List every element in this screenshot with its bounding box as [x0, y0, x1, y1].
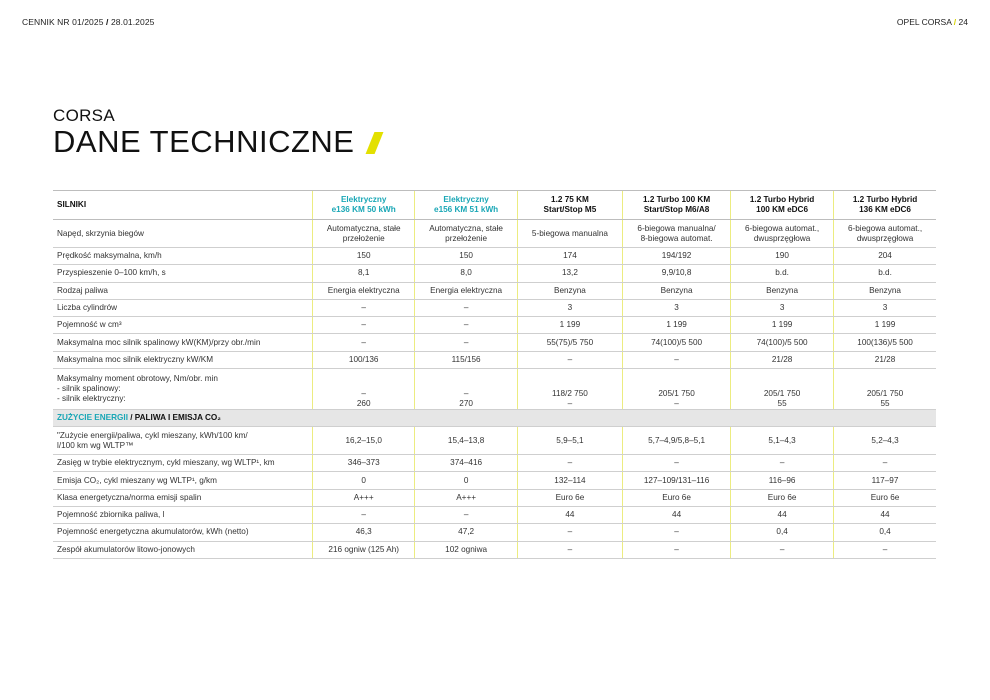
cell-value: –	[623, 524, 731, 541]
cell-value: 15,4–13,8	[415, 427, 517, 455]
cell-value: 3	[834, 299, 936, 316]
cell-value: Energia elektryczna	[313, 282, 415, 299]
cell-value: 0,4	[834, 524, 936, 541]
model-name: CORSA	[53, 106, 115, 125]
row-label: Zasięg w trybie elektrycznym, cykl mieszany, wg WLTP¹, km	[53, 455, 313, 472]
cell-value: 205/1 750 –	[623, 369, 731, 410]
cell-value: 346–373	[313, 455, 415, 472]
slash-accent-icon	[366, 132, 384, 154]
cell-value: 8,0	[415, 265, 517, 282]
cell-value: b.d.	[731, 265, 834, 282]
cell-value: 44	[623, 506, 731, 523]
cell-value: 5-biegowa manualna	[517, 220, 622, 248]
cell-value: 55(75)/5 750	[517, 334, 622, 351]
cell-value: Energia elektryczna	[415, 282, 517, 299]
cell-value: 74(100)/5 500	[731, 334, 834, 351]
header-right	[897, 17, 968, 27]
cell-value: 0	[415, 472, 517, 489]
cell-value: 44	[834, 506, 936, 523]
cell-value: 205/1 750 55	[834, 369, 936, 410]
row-label: Maksymalna moc silnik spalinowy kW(KM)/przy obr./min	[53, 334, 313, 351]
cell-value: –	[623, 541, 731, 558]
row-label: Klasa energetyczna/norma emisji spalin	[53, 489, 313, 506]
row-label: Napęd, skrzynia biegów	[53, 220, 313, 248]
cell-value: –	[517, 541, 622, 558]
cell-value: Euro 6e	[623, 489, 731, 506]
cell-value: A+++	[313, 489, 415, 506]
cell-value: 127–109/131–116	[623, 472, 731, 489]
cell-value: 116–96	[731, 472, 834, 489]
cell-value: 1 199	[517, 317, 622, 334]
table-row	[53, 506, 936, 523]
cell-value: Benzyna	[517, 282, 622, 299]
cell-value: 0,4	[731, 524, 834, 541]
page-title	[53, 124, 379, 160]
cell-value: Automatyczna, stałe przełożenie	[415, 220, 517, 248]
cell-value: 118/2 750 –	[517, 369, 622, 410]
cell-value: Benzyna	[834, 282, 936, 299]
section-title	[53, 410, 936, 427]
cell-value: Euro 6e	[731, 489, 834, 506]
cell-value: 1 199	[731, 317, 834, 334]
cell-value: 174	[517, 248, 622, 265]
row-label: Maksymalny moment obrotowy, Nm/obr. min - silnik spalinowy: - silnik elektryczny:	[53, 369, 313, 410]
page-number: 24	[958, 17, 968, 27]
cell-value: –	[623, 351, 731, 368]
table-row	[53, 248, 936, 265]
table-row	[53, 472, 936, 489]
cell-value: 6-biegowa automat., dwusprzęgłowa	[834, 220, 936, 248]
row-label: Emisja CO₂, cykl mieszany wg WLTP¹, g/km	[53, 472, 313, 489]
cell-value: 205/1 750 55	[731, 369, 834, 410]
cell-value: Automatyczna, stałe przełożenie	[313, 220, 415, 248]
table-header-row	[53, 191, 936, 220]
price-list-date: 28.01.2025	[110, 17, 155, 27]
cell-value: 13,2	[517, 265, 622, 282]
table-row	[53, 427, 936, 455]
cell-value: –	[415, 334, 517, 351]
cell-value: 100(136)/5 500	[834, 334, 936, 351]
cell-value: – 260	[313, 369, 415, 410]
cell-value: 1 199	[623, 317, 731, 334]
cell-value: 9,9/10,8	[623, 265, 731, 282]
cell-value: 5,9–5,1	[517, 427, 622, 455]
cell-value: 74(100)/5 500	[623, 334, 731, 351]
table-row	[53, 265, 936, 282]
page-title-text: DANE TECHNICZNE	[53, 124, 355, 159]
cell-value: –	[415, 506, 517, 523]
cell-value: A+++	[415, 489, 517, 506]
cell-value: –	[313, 506, 415, 523]
cell-value: 1 199	[834, 317, 936, 334]
cell-value: 0	[313, 472, 415, 489]
column-header: SILNIKI	[53, 191, 313, 220]
table-row	[53, 282, 936, 299]
cell-value: –	[415, 299, 517, 316]
cell-value: –	[313, 334, 415, 351]
cell-value: 5,7–4,9/5,8–5,1	[623, 427, 731, 455]
cell-value: –	[517, 351, 622, 368]
cell-value: 150	[313, 248, 415, 265]
column-header: Elektryczny e136 KM 50 kWh	[313, 191, 415, 220]
cell-value: 216 ogniw (125 Ah)	[313, 541, 415, 558]
row-label: Pojemność energetyczna akumulatorów, kWh (netto)	[53, 524, 313, 541]
cell-value: 100/136	[313, 351, 415, 368]
table-row	[53, 299, 936, 316]
row-label: Liczba cylindrów	[53, 299, 313, 316]
cell-value: 190	[731, 248, 834, 265]
cell-value: b.d.	[834, 265, 936, 282]
cell-value: –	[415, 317, 517, 334]
cell-value: 194/192	[623, 248, 731, 265]
cell-value: 46,3	[313, 524, 415, 541]
cell-value: 115/156	[415, 351, 517, 368]
cell-value: –	[731, 455, 834, 472]
column-header: Elektryczny e156 KM 51 kWh	[415, 191, 517, 220]
table-row	[53, 489, 936, 506]
table-row	[53, 455, 936, 472]
cell-value: 47,2	[415, 524, 517, 541]
cell-value: 150	[415, 248, 517, 265]
section-header-row	[53, 410, 936, 427]
cell-value: 21/28	[731, 351, 834, 368]
table-row	[53, 524, 936, 541]
cell-value: 132–114	[517, 472, 622, 489]
row-label: Pojemność zbiornika paliwa, l	[53, 506, 313, 523]
table-row	[53, 351, 936, 368]
cell-value: 44	[731, 506, 834, 523]
cell-value: –	[623, 455, 731, 472]
cell-value: 3	[623, 299, 731, 316]
section-title-fuel: / PALIWA I EMISJA CO₂	[127, 413, 221, 423]
column-header: 1.2 Turbo 100 KM Start/Stop M6/A8	[623, 191, 731, 220]
cell-value: –	[517, 455, 622, 472]
header-slash-icon: /	[106, 17, 109, 27]
cell-value: –	[313, 299, 415, 316]
cell-value: Euro 6e	[834, 489, 936, 506]
row-label: Maksymalna moc silnik elektryczny kW/KM	[53, 351, 313, 368]
cell-value: –	[834, 455, 936, 472]
cell-value: –	[517, 524, 622, 541]
cell-value: – 270	[415, 369, 517, 410]
table-row	[53, 334, 936, 351]
cell-value: 5,1–4,3	[731, 427, 834, 455]
cell-value: Benzyna	[623, 282, 731, 299]
column-header: 1.2 Turbo Hybrid 100 KM eDC6	[731, 191, 834, 220]
section-title-energy: ZUŻYCIE ENERGII	[57, 413, 128, 423]
cell-value: –	[834, 541, 936, 558]
column-header: 1.2 75 KM Start/Stop M5	[517, 191, 622, 220]
brand-model: OPEL CORSA	[896, 17, 952, 27]
cell-value: 204	[834, 248, 936, 265]
row-label: "Zużycie energii/paliwa, cykl mieszany, kWh/100 km/ l/100 km wg WLTP™	[53, 427, 313, 455]
row-label: Rodzaj paliwa	[53, 282, 313, 299]
table-row	[53, 220, 936, 248]
cell-value: –	[731, 541, 834, 558]
cell-value: 21/28	[834, 351, 936, 368]
table-row	[53, 317, 936, 334]
cell-value: 374–416	[415, 455, 517, 472]
cell-value: 16,2–15,0	[313, 427, 415, 455]
row-label: Przyspieszenie 0–100 km/h, s	[53, 265, 313, 282]
cell-value: 44	[517, 506, 622, 523]
cell-value: 6-biegowa automat., dwusprzęgłowa	[731, 220, 834, 248]
header-left	[22, 17, 155, 27]
table-row	[53, 541, 936, 558]
header-slash-icon: /	[953, 17, 957, 27]
row-label: Zespół akumulatorów litowo-jonowych	[53, 541, 313, 558]
row-label: Pojemność w cm³	[53, 317, 313, 334]
table-row	[53, 369, 936, 410]
cell-value: –	[313, 317, 415, 334]
column-header: 1.2 Turbo Hybrid 136 KM eDC6	[834, 191, 936, 220]
cell-value: 102 ogniwa	[415, 541, 517, 558]
cell-value: 3	[517, 299, 622, 316]
specs-table	[53, 190, 936, 559]
cell-value: 117–97	[834, 472, 936, 489]
cell-value: 3	[731, 299, 834, 316]
price-list-number: CENNIK NR 01/2025	[22, 17, 104, 27]
cell-value: Euro 6e	[517, 489, 622, 506]
cell-value: 5,2–4,3	[834, 427, 936, 455]
cell-value: 6-biegowa manualna/ 8-biegowa automat.	[623, 220, 731, 248]
cell-value: Benzyna	[731, 282, 834, 299]
cell-value: 8,1	[313, 265, 415, 282]
row-label: Prędkość maksymalna, km/h	[53, 248, 313, 265]
